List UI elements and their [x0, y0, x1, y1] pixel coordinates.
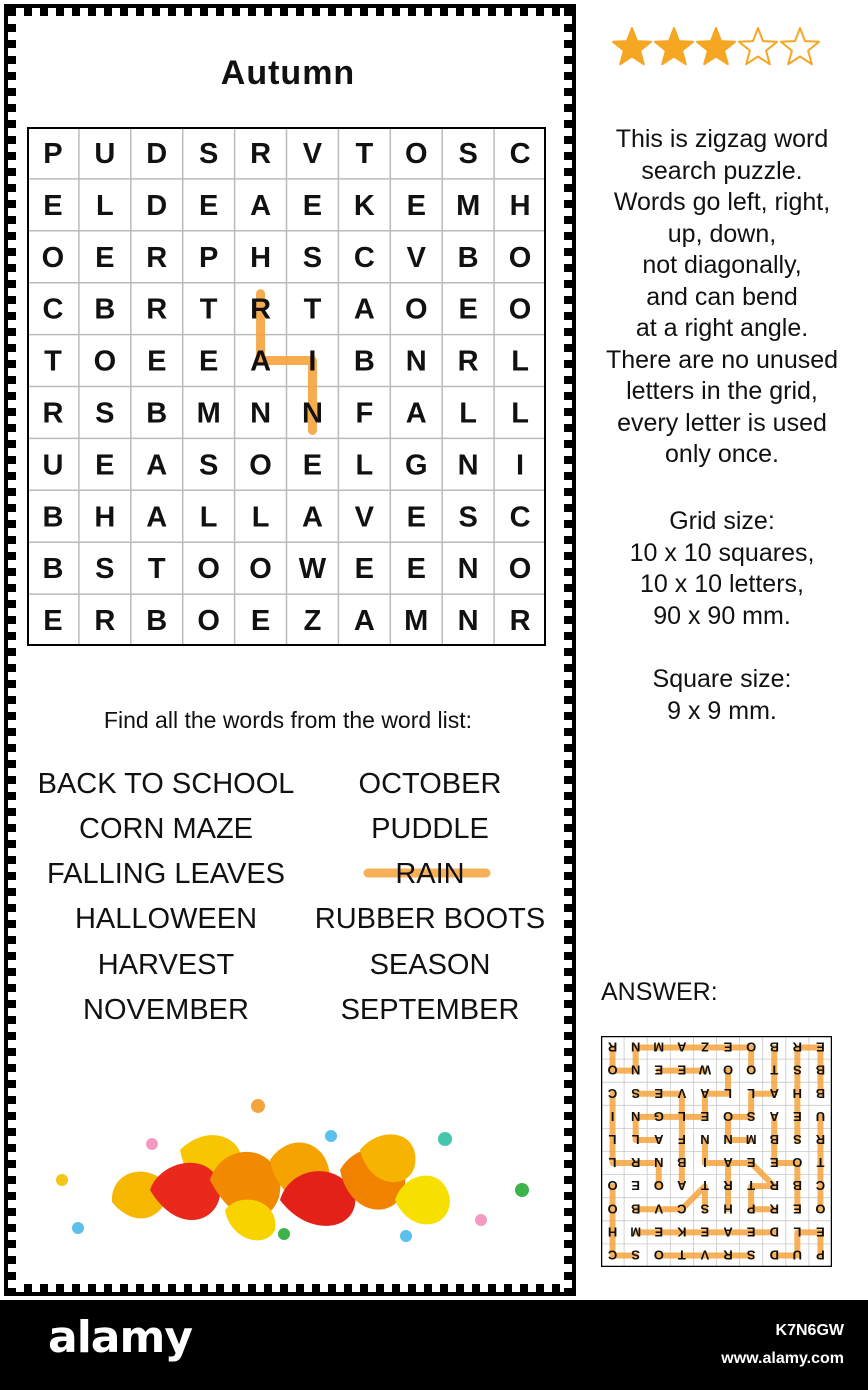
answer-letter: N — [630, 1108, 641, 1124]
answer-letter: E — [654, 1224, 664, 1240]
grid-letter: A — [353, 293, 375, 326]
grid-letter: I — [516, 449, 525, 482]
answer-letter: D — [769, 1224, 779, 1240]
answer-letter: R — [769, 1178, 779, 1194]
answer-letter: O — [607, 1178, 618, 1194]
grid-letter: O — [249, 553, 272, 586]
answer-letter: Z — [700, 1039, 709, 1055]
grid-letter: N — [457, 449, 479, 482]
instruction-text: Find all the words from the word list: — [103, 707, 473, 733]
grid-letter: V — [354, 501, 375, 534]
grid-letter: R — [250, 137, 272, 170]
answer-letter: G — [653, 1108, 664, 1124]
answer-letter: V — [700, 1247, 710, 1263]
grid-letter: E — [147, 345, 167, 378]
answer-letter: A — [654, 1131, 664, 1147]
answer-letter: U — [792, 1247, 803, 1263]
answer-letter: T — [677, 1247, 686, 1263]
answer-letter: A — [677, 1178, 687, 1194]
grid-letter: O — [404, 293, 428, 326]
answer-letter: O — [746, 1039, 757, 1055]
answer-letter: C — [677, 1201, 687, 1217]
answer-letter: S — [700, 1201, 710, 1217]
grid-letter: L — [459, 397, 478, 430]
grid-letter: L — [355, 449, 374, 482]
grid-letter: M — [404, 605, 429, 638]
grid-letter: A — [250, 345, 272, 378]
grid-letter: A — [301, 501, 323, 534]
text-line: at a right angle. — [635, 314, 809, 342]
answer-letter: E — [793, 1108, 802, 1124]
grid-letter: L — [199, 501, 218, 534]
grid-letter: I — [308, 345, 317, 378]
grid-letter: B — [94, 293, 116, 326]
puzzle-title: Autumn — [220, 54, 356, 92]
grid-letter: A — [146, 449, 168, 482]
text-line: There are no unused — [605, 345, 839, 374]
answer-letter: B — [769, 1131, 779, 1147]
answer-letter: L — [724, 1085, 733, 1101]
answer-letter: L — [747, 1085, 756, 1101]
answer-letter: O — [746, 1062, 757, 1078]
grid-letter: L — [95, 189, 114, 222]
answer-letter: B — [630, 1201, 641, 1217]
star-filled-icon — [697, 28, 735, 64]
grid-letter: S — [302, 241, 323, 274]
word-list-item: SEASON — [369, 949, 491, 981]
text-line: only once. — [665, 440, 779, 468]
grid-letter: D — [146, 189, 168, 222]
grid-letter: R — [509, 605, 531, 638]
grid-letter: R — [94, 605, 116, 638]
word-list-item: HALLOWEEN — [74, 903, 258, 935]
answer-letter: O — [607, 1201, 618, 1217]
answer-letter: R — [607, 1039, 618, 1055]
grid-letter: E — [302, 189, 323, 222]
grid-letter: N — [301, 397, 323, 430]
answer-letter: O — [815, 1201, 826, 1217]
answer-letter: D — [769, 1247, 779, 1263]
grid-letter: K — [353, 189, 375, 222]
answer-letter: B — [769, 1039, 779, 1055]
grid-size-info — [584, 506, 860, 632]
grid-letter: E — [198, 345, 219, 378]
grid-letter: E — [43, 605, 63, 638]
grid-letter: S — [198, 137, 219, 170]
grid-letter: Z — [303, 605, 322, 638]
grid-letter: B — [42, 553, 64, 586]
answer-letter: E — [631, 1178, 640, 1194]
star-filled-icon — [655, 28, 693, 64]
answer-letter: C — [607, 1085, 618, 1101]
answer-letter: I — [703, 1155, 707, 1171]
answer-letter: C — [607, 1247, 618, 1263]
grid-letter: B — [353, 345, 375, 378]
grid-letter: C — [509, 501, 531, 534]
grid-letter: B — [457, 241, 479, 274]
grid-letter: A — [146, 501, 168, 534]
text-line: 90 x 90 mm. — [653, 601, 791, 630]
answer-letter: E — [746, 1224, 756, 1240]
answer-letter: M — [630, 1224, 642, 1240]
answer-letter: L — [631, 1131, 640, 1147]
grid-letter: S — [95, 397, 115, 430]
grid-letter: E — [406, 189, 426, 222]
grid-letter: E — [406, 553, 426, 586]
answer-letter: T — [770, 1062, 779, 1078]
answer-letter: B — [677, 1155, 687, 1171]
word-list-item: HARVEST — [97, 949, 235, 981]
grid-letter: E — [43, 189, 63, 222]
text-line: letters in the grid, — [626, 377, 818, 405]
grid-letter: A — [250, 189, 272, 222]
answer-letter: O — [653, 1178, 664, 1194]
word-list-item: OCTOBER — [358, 768, 502, 800]
answer-letter: R — [723, 1178, 733, 1194]
answer-letter: E — [746, 1155, 756, 1171]
text-line: and can bend — [646, 282, 798, 311]
grid-letter: E — [458, 293, 478, 326]
answer-letter: E — [793, 1201, 802, 1217]
grid-letter: A — [405, 397, 427, 430]
answer-letter: L — [677, 1108, 686, 1124]
grid-letter: E — [198, 189, 219, 222]
grid-letter: H — [509, 189, 531, 222]
grid-letter: N — [457, 553, 479, 586]
answer-letter: I — [610, 1108, 615, 1124]
answer-letter: O — [792, 1155, 803, 1171]
grid-letter: U — [94, 137, 116, 170]
grid-letter: O — [508, 241, 532, 274]
answer-letter: R — [815, 1131, 826, 1147]
grid-letter: O — [249, 449, 272, 482]
answer-letter: A — [769, 1085, 779, 1101]
grid-letter: O — [41, 241, 65, 274]
answer-letter: L — [608, 1131, 617, 1147]
answer-grid — [601, 1036, 832, 1267]
grid-letter: R — [146, 241, 168, 274]
grid-letter: E — [354, 553, 375, 586]
answer-letter: O — [722, 1108, 734, 1124]
text-line: 10 x 10 squares, — [629, 538, 815, 567]
answer-letter: B — [815, 1062, 826, 1078]
answer-letter: L — [793, 1224, 802, 1240]
answer-letter: H — [607, 1224, 618, 1240]
site-url: www.alamy.com — [721, 1350, 844, 1367]
star-empty-icon — [739, 28, 777, 64]
answer-letter: O — [607, 1062, 618, 1078]
grid-letter: S — [95, 553, 115, 586]
grid-letter: L — [511, 397, 529, 430]
grid-letter: S — [458, 501, 478, 534]
answer-letter: E — [654, 1062, 664, 1078]
grid-letter: S — [458, 137, 478, 170]
answer-letter: T — [816, 1155, 825, 1171]
answer-letter: A — [677, 1039, 687, 1055]
answer-letter: C — [815, 1178, 826, 1194]
grid-letter: P — [43, 137, 63, 170]
text-line: 9 x 9 mm. — [667, 696, 777, 725]
grid-letter: O — [508, 293, 532, 326]
word-search-grid — [27, 127, 546, 646]
word-list-item: CORN MAZE — [79, 813, 253, 845]
answer-letter: O — [653, 1247, 664, 1263]
answer-letter: L — [608, 1155, 617, 1171]
answer-letter: A — [700, 1085, 710, 1101]
grid-letter: C — [42, 293, 64, 326]
grid-letter: B — [146, 397, 168, 430]
answer-letter: A — [723, 1224, 733, 1240]
answer-letter: K — [677, 1224, 687, 1240]
answer-letter: N — [630, 1062, 641, 1078]
grid-letter: E — [406, 501, 426, 534]
answer-letter: V — [677, 1085, 687, 1101]
word-list-item-found: RAIN — [300, 858, 560, 891]
difficulty-rating — [611, 26, 823, 70]
text-line: Words go left, right, — [613, 188, 831, 216]
answer-letter: R — [769, 1201, 779, 1217]
answer-letter: S — [746, 1108, 756, 1124]
answer-letter: T — [747, 1178, 756, 1194]
answer-letter: H — [792, 1085, 803, 1101]
grid-letter: E — [302, 449, 323, 482]
text-line: up, down, — [667, 219, 777, 248]
grid-letter: R — [457, 345, 479, 378]
grid-letter: N — [457, 605, 479, 638]
answer-letter: F — [677, 1131, 686, 1147]
answer-letter: S — [631, 1247, 640, 1263]
grid-letter: N — [405, 345, 427, 378]
answer-letter: E — [816, 1039, 825, 1055]
answer-letter: P — [816, 1247, 825, 1263]
answer-letter: S — [793, 1131, 802, 1147]
text-line: Grid size: — [669, 507, 775, 535]
grid-letter: G — [404, 449, 428, 482]
answer-letter: A — [723, 1155, 733, 1171]
alamy-logo: alamy — [48, 1312, 192, 1363]
grid-letter: B — [146, 605, 168, 638]
answer-letter: R — [792, 1039, 803, 1055]
answer-letter: E — [769, 1155, 779, 1171]
text-line: search puzzle. — [641, 156, 803, 185]
grid-letter: U — [42, 449, 64, 482]
grid-letter: L — [511, 345, 529, 378]
autumn-leaves-illustration — [40, 1090, 540, 1260]
answer-letter: B — [792, 1178, 803, 1194]
grid-letter: O — [404, 137, 428, 170]
answer-letter: R — [630, 1155, 641, 1171]
grid-letter: R — [250, 293, 272, 326]
grid-letter: H — [250, 241, 272, 274]
text-line: not diagonally, — [642, 251, 802, 279]
grid-letter: P — [198, 241, 219, 274]
grid-letter: O — [508, 553, 532, 586]
answer-label: ANSWER: — [601, 978, 718, 1006]
grid-letter: O — [93, 345, 117, 378]
answer-letter: N — [723, 1131, 733, 1147]
answer-letter: H — [723, 1201, 733, 1217]
grid-letter: T — [303, 293, 322, 326]
grid-letter: M — [456, 189, 481, 222]
answer-letter: S — [793, 1062, 802, 1078]
answer-letter: U — [815, 1108, 826, 1124]
grid-letter: C — [353, 241, 375, 274]
answer-letter: A — [769, 1108, 779, 1124]
grid-letter: L — [251, 501, 270, 534]
answer-letter: N — [630, 1039, 641, 1055]
grid-letter: T — [355, 137, 374, 170]
grid-letter: F — [355, 397, 374, 430]
grid-letter: T — [44, 345, 62, 378]
answer-letter: E — [677, 1062, 687, 1078]
grid-letter: E — [95, 241, 115, 274]
answer-letter: M — [745, 1131, 757, 1147]
grid-letter: E — [250, 605, 271, 638]
grid-letter: T — [147, 553, 166, 586]
grid-letter: N — [250, 397, 272, 430]
star-filled-icon — [613, 28, 651, 64]
text-line: Square size: — [652, 665, 792, 693]
answer-letter: R — [723, 1247, 733, 1263]
grid-letter: D — [146, 137, 168, 170]
answer-letter: T — [700, 1178, 709, 1194]
grid-letter: O — [197, 605, 220, 638]
text-line: This is zigzag word — [615, 125, 829, 153]
grid-letter: M — [196, 397, 221, 430]
word-list-item: NOVEMBER — [83, 994, 249, 1026]
word-list-item: PUDDLE — [371, 813, 489, 845]
grid-letter: R — [146, 293, 168, 326]
answer-letter: E — [700, 1108, 710, 1124]
text-line: 10 x 10 letters, — [640, 570, 804, 598]
answer-letter: S — [631, 1085, 640, 1101]
answer-letter: V — [654, 1201, 664, 1217]
answer-letter: N — [654, 1155, 664, 1171]
image-id: K7N6GW — [775, 1322, 844, 1339]
grid-letter: E — [95, 449, 115, 482]
answer-letter: E — [723, 1039, 733, 1055]
answer-letter: B — [815, 1085, 826, 1101]
answer-letter: E — [654, 1085, 664, 1101]
grid-letter: A — [353, 605, 375, 638]
answer-letter: O — [722, 1062, 734, 1078]
grid-letter: W — [298, 553, 327, 586]
answer-letter: M — [653, 1039, 665, 1055]
word-list-item: BACK TO SCHOOL — [37, 768, 295, 800]
text-line: every letter is used — [617, 408, 827, 437]
grid-letter: B — [42, 501, 64, 534]
grid-letter: R — [42, 397, 64, 430]
grid-letter: V — [302, 137, 323, 170]
grid-letter: H — [94, 501, 116, 534]
answer-letter: S — [746, 1247, 756, 1263]
grid-letter: T — [199, 293, 218, 326]
word-list-item: SEPTEMBER — [340, 994, 520, 1026]
answer-letter: P — [746, 1201, 756, 1217]
grid-letter: S — [198, 449, 219, 482]
grid-letter: O — [197, 553, 220, 586]
grid-letter: V — [406, 241, 426, 274]
word-list-item: FALLING LEAVES — [46, 858, 286, 890]
puzzle-description — [584, 124, 860, 471]
answer-letter: W — [698, 1062, 712, 1078]
answer-letter: N — [700, 1131, 710, 1147]
answer-letter: E — [816, 1224, 825, 1240]
answer-letter: E — [700, 1224, 710, 1240]
square-size-info — [584, 664, 860, 727]
grid-letter: C — [509, 137, 531, 170]
star-empty-icon — [781, 28, 819, 64]
word-list-item: RUBBER BOOTS — [314, 903, 546, 935]
